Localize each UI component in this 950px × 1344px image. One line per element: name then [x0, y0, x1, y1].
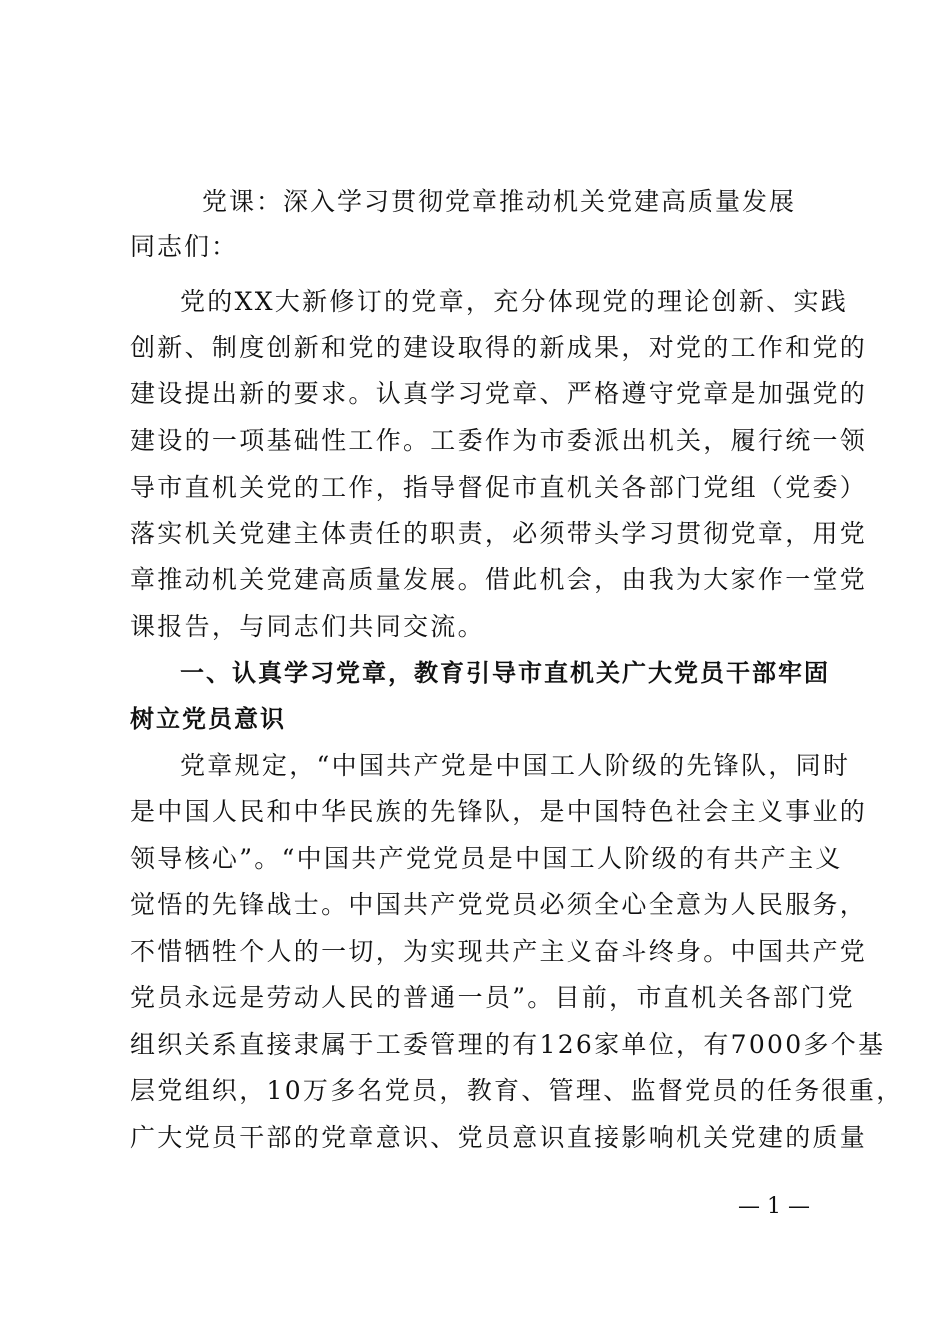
paragraph-line: 党的XX大新修订的党章，充分体现党的理论创新、实践 [180, 287, 849, 316]
paragraph-line: 领导核心”。“中国共产党党员是中国工人阶级的有共产主义 [130, 844, 843, 873]
paragraph-line: 组织关系直接隶属于工委管理的有126家单位，有7000多个基 [130, 1030, 886, 1059]
section-heading: 树立党员意识 [130, 705, 286, 733]
paragraph-line: 是中国人民和中华民族的先锋队，是中国特色社会主义事业的 [130, 797, 868, 826]
salutation: 同志们： [130, 232, 239, 261]
section-heading: 一、认真学习党章，教育引导市直机关广大党员干部牢固 [180, 659, 830, 687]
paragraph-line: 觉悟的先锋战士。中国共产党党员必须全心全意为人民服务， [130, 890, 868, 919]
page-number: — 1 — [738, 1194, 810, 1219]
paragraph-line: 落实机关党建主体责任的职责，必须带头学习贯彻党章，用党 [130, 519, 868, 548]
paragraph-line: 不惜牺牲个人的一切，为实现共产主义奋斗终身。中国共产党 [130, 937, 868, 966]
paragraph-line: 课报告，与同志们共同交流。 [130, 612, 485, 641]
paragraph-line: 导市直机关党的工作，指导督促市直机关各部门党组（党委） [130, 473, 868, 502]
paragraph-line: 建设的一项基础性工作。工委作为市委派出机关，履行统一领 [130, 426, 868, 455]
paragraph-line: 党员永远是劳动人民的普通一员”。目前，市直机关各部门党 [130, 983, 855, 1012]
paragraph-line: 广大党员干部的党章意识、党员意识直接影响机关党建的质量 [130, 1123, 868, 1152]
paragraph-line: 章推动机关党建高质量发展。借此机会，由我为大家作一堂党 [130, 565, 868, 594]
document-title: 党课：深入学习贯彻党章推动机关党建高质量发展 [202, 187, 797, 216]
paragraph-line: 党章规定，“中国共产党是中国工人阶级的先锋队，同时 [180, 751, 851, 780]
paragraph-line: 建设提出新的要求。认真学习党章、严格遵守党章是加强党的 [130, 379, 868, 408]
paragraph-line: 层党组织，10万多名党员，教育、管理、监督党员的任务很重， [130, 1076, 904, 1105]
paragraph-line: 创新、制度创新和党的建设取得的新成果，对党的工作和党的 [130, 333, 868, 362]
